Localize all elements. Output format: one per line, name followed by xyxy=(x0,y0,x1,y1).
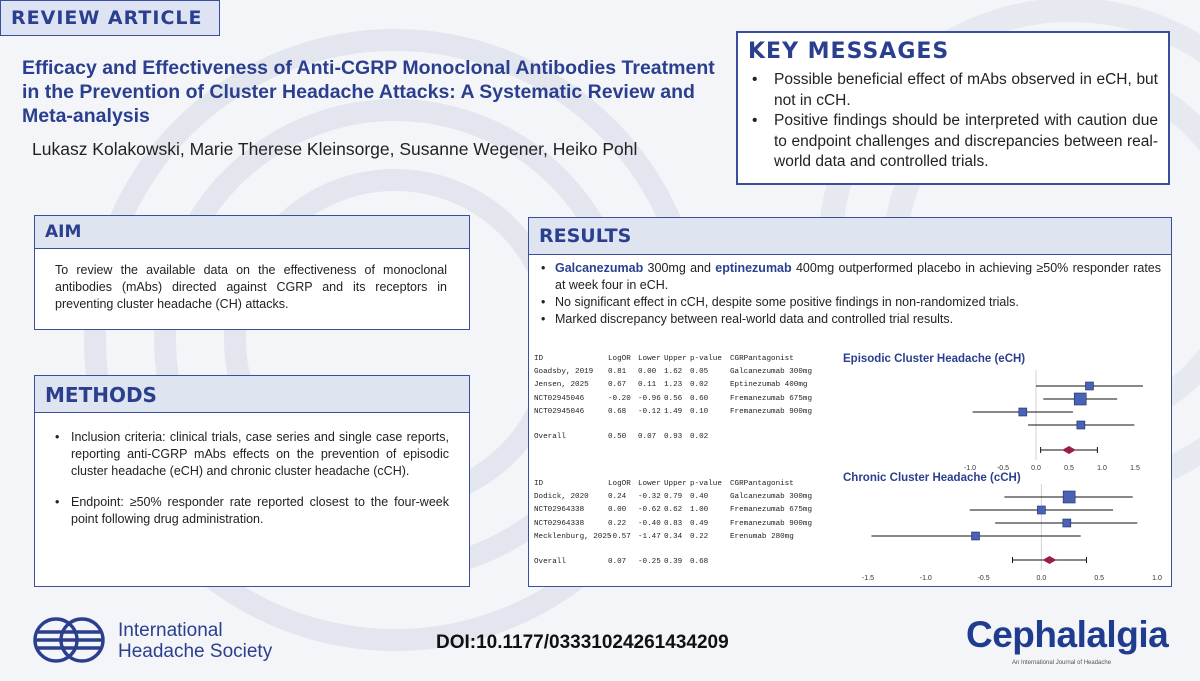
table-cell: CGRPantagonist xyxy=(730,355,794,363)
point-estimate-square xyxy=(1063,519,1071,527)
forest-table-header xyxy=(534,480,844,493)
overall-diamond xyxy=(1042,556,1056,564)
table-cell: 0.49 xyxy=(690,519,709,528)
table-cell: 0.83 xyxy=(664,519,683,528)
key-message-item: • Positive findings should be interpreted with caution due to endpoint challenges and discrepancies between real-world data and controlled trials. xyxy=(748,111,1158,173)
forest-plot-title-cch: Chronic Cluster Headache (cCH) xyxy=(843,472,1021,484)
forest-table-header xyxy=(534,355,844,368)
article-title: Efficacy and Effectiveness of Anti-CGRP Monoclonal Antibodies Treatment in the Prevention of Cluster Headache Attacks: A Systematic Review and Meta-analysis xyxy=(22,57,715,127)
table-cell: Goadsby, 2019 xyxy=(534,368,594,377)
ihs-name xyxy=(118,620,272,662)
point-estimate-square xyxy=(1074,393,1086,405)
table-cell: 0.79 xyxy=(664,493,683,502)
table-cell: NCT02945046 xyxy=(534,407,585,416)
article-type-label: REVIEW ARTICLE xyxy=(0,0,220,36)
table-cell: Eptinezumab 400mg xyxy=(730,381,808,390)
table-cell: -0.20 xyxy=(608,394,631,403)
table-cell: 0.00 xyxy=(608,506,627,515)
table-cell: ID xyxy=(534,355,544,363)
forest-table-ech xyxy=(534,355,844,446)
table-cell: Upper xyxy=(664,355,687,363)
x-tick-label: -1.5 xyxy=(861,575,875,582)
key-messages-list xyxy=(748,70,1158,173)
table-cell: Fremanezumab 675mg xyxy=(730,394,813,403)
table-cell: 0.00 xyxy=(638,368,657,377)
table-cell: Erenumab 280mg xyxy=(730,532,794,541)
aim-box xyxy=(34,215,470,330)
x-tick-label: 0.5 xyxy=(1094,575,1105,582)
forest-plot-title-ech: Episodic Cluster Headache (eCH) xyxy=(843,353,1026,365)
results-text: 400mg outperformed placebo in achieving ≥50% responder rates at week four in eCH. xyxy=(555,261,1161,292)
x-tick-label: -0.5 xyxy=(977,575,990,582)
table-cell: -1.47 xyxy=(638,532,661,541)
methods-item: • Endpoint: ≥50% responder rate reported closest to the four-week point following drug administration. xyxy=(55,494,449,528)
forest-table-row xyxy=(534,395,844,408)
table-cell: 0.50 xyxy=(608,432,627,441)
table-cell: 0.68 xyxy=(690,557,709,566)
table-cell: 0.11 xyxy=(638,381,657,390)
table-cell: 1.62 xyxy=(664,368,683,377)
overall-diamond xyxy=(1062,446,1076,454)
methods-title: METHODS xyxy=(35,376,469,413)
table-cell: 0.24 xyxy=(608,493,627,502)
table-cell: -0.25 xyxy=(638,557,661,566)
table-cell: 0.07 xyxy=(608,557,627,566)
point-estimate-square xyxy=(972,532,980,540)
key-message-item: • Possible beneficial effect of mAbs observed in eCH, but not in cCH. xyxy=(748,70,1158,111)
key-messages-title: KEY MESSAGES xyxy=(748,39,950,64)
x-tick-label: -1.0 xyxy=(919,575,932,582)
table-cell: Lower xyxy=(638,480,661,488)
table-cell: Overall xyxy=(534,432,566,441)
forest-table-overall-row xyxy=(534,558,844,571)
results-list xyxy=(529,255,1171,328)
table-cell: Upper xyxy=(664,480,687,488)
point-estimate-square xyxy=(1019,408,1027,416)
table-cell: Fremanezumab 900mg xyxy=(730,407,813,416)
table-cell: 1.23 xyxy=(664,381,683,390)
forest-table-row xyxy=(534,368,844,381)
table-cell: -0.62 xyxy=(638,506,661,515)
point-estimate-square xyxy=(1077,421,1085,429)
table-cell: Dodick, 2020 xyxy=(534,493,589,502)
methods-box xyxy=(34,375,470,587)
results-item: • No significant effect in cCH, despite some positive findings in non-randomized trials. xyxy=(541,294,1161,311)
table-cell: p-value xyxy=(690,355,722,363)
x-tick-label: 0.5 xyxy=(1064,465,1074,472)
results-title: RESULTS xyxy=(529,218,1171,255)
table-cell: NCT02945046 xyxy=(534,394,585,403)
table-cell: 0.22 xyxy=(608,519,627,528)
table-cell: -0.32 xyxy=(638,493,661,502)
ihs-name-line: International xyxy=(118,620,223,641)
x-tick-label: 0.0 xyxy=(1031,465,1041,472)
key-messages-box xyxy=(736,31,1170,185)
table-cell: Fremanezumab 900mg xyxy=(730,519,813,528)
table-cell: -0.96 xyxy=(638,394,661,403)
ihs-name-line: Headache Society xyxy=(118,641,273,662)
aim-title: AIM xyxy=(35,216,469,249)
table-cell: Jensen, 2025 xyxy=(534,381,589,390)
x-tick-label: 1.5 xyxy=(1130,465,1140,472)
drug-name-galcanezumab: Galcanezumab xyxy=(555,261,644,275)
table-cell: 0.02 xyxy=(690,432,709,441)
table-cell: 0.07 xyxy=(638,432,657,441)
table-cell: LogOR xyxy=(608,480,631,488)
table-cell: 0.60 xyxy=(690,394,709,403)
results-item: • Marked discrepancy between real-world data and controlled trial results. xyxy=(541,311,1161,328)
x-tick-label: -1.0 xyxy=(963,465,977,472)
point-estimate-square xyxy=(1085,382,1093,390)
table-cell: LogOR xyxy=(608,355,631,363)
forest-table-row xyxy=(534,506,844,519)
table-cell: 0.68 xyxy=(608,407,627,416)
table-cell: p-value xyxy=(690,480,722,488)
forest-plot-ech xyxy=(850,368,1160,473)
table-cell: 0.67 xyxy=(608,381,627,390)
table-cell: ID xyxy=(534,480,544,488)
table-cell: Lower xyxy=(638,355,661,363)
methods-item: • Inclusion criteria: clinical trials, case series and single case reports, reporting anti-CGRP mAbs effects on the prevention of episodic cluster headache (eCH) and chronic cluster headache (cCH). xyxy=(55,429,449,480)
table-cell: -0.57 xyxy=(608,532,631,541)
forest-table-overall-row xyxy=(534,433,844,446)
point-estimate-square xyxy=(1037,506,1045,514)
forest-table-cch xyxy=(534,480,844,571)
authors: Lukasz Kolakowski, Marie Therese Kleinsorge, Susanne Wegener, Heiko Pohl xyxy=(32,139,638,159)
drug-name-eptinezumab: eptinezumab xyxy=(715,261,792,275)
ihs-logo-icon xyxy=(32,606,112,670)
x-tick-label: 0.0 xyxy=(1036,575,1047,582)
table-cell: 1.00 xyxy=(690,506,709,515)
table-cell: 0.05 xyxy=(690,368,709,377)
table-cell: 0.02 xyxy=(690,381,709,390)
forest-plot-cch xyxy=(850,482,1160,584)
table-cell: 0.62 xyxy=(664,506,683,515)
table-cell: -0.40 xyxy=(638,519,661,528)
forest-table-row xyxy=(534,533,844,546)
table-cell: 0.81 xyxy=(608,368,627,377)
forest-table-row xyxy=(534,493,844,506)
table-cell: 0.10 xyxy=(690,407,709,416)
x-tick-label: 1.0 xyxy=(1097,465,1107,472)
journal-logo: Cephalalgia xyxy=(966,614,1169,655)
point-estimate-square xyxy=(1063,491,1075,503)
aim-text: To review the available data on the effectiveness of monoclonal antibodies (mAbs) directed against CGRP and its receptors in preventing cluster headache (CH) attacks. xyxy=(55,263,447,311)
doi-text: DOI:10.1177/03331024261434209 xyxy=(436,632,729,653)
results-item xyxy=(541,260,1161,294)
table-cell: CGRPantagonist xyxy=(730,480,794,488)
table-cell: Overall xyxy=(534,557,566,566)
x-tick-label: 1.0 xyxy=(1152,575,1162,582)
forest-table-row xyxy=(534,381,844,394)
table-cell: NCT02964338 xyxy=(534,506,585,515)
table-cell: Mecklenburg, 2025 xyxy=(534,532,612,541)
table-cell: Fremanezumab 675mg xyxy=(730,506,813,515)
methods-list xyxy=(35,413,469,528)
table-cell: -0.12 xyxy=(638,407,661,416)
table-cell: 0.40 xyxy=(690,493,709,502)
table-cell: 0.34 xyxy=(664,532,683,541)
forest-table-row xyxy=(534,520,844,533)
x-tick-label: -0.5 xyxy=(996,465,1010,472)
journal-subtitle: An International Journal of Headache xyxy=(1012,660,1112,666)
forest-table-row xyxy=(534,408,844,421)
results-text: 300mg and xyxy=(643,261,716,275)
table-cell: 0.93 xyxy=(664,432,683,441)
table-cell: 0.22 xyxy=(690,532,709,541)
table-cell: Galcanezumab 300mg xyxy=(730,368,813,377)
table-cell: 0.39 xyxy=(664,557,683,566)
table-cell: 1.49 xyxy=(664,407,683,416)
table-cell: Galcanezumab 300mg xyxy=(730,493,813,502)
table-cell: NCT02964338 xyxy=(534,519,585,528)
table-cell: 0.56 xyxy=(664,394,683,403)
